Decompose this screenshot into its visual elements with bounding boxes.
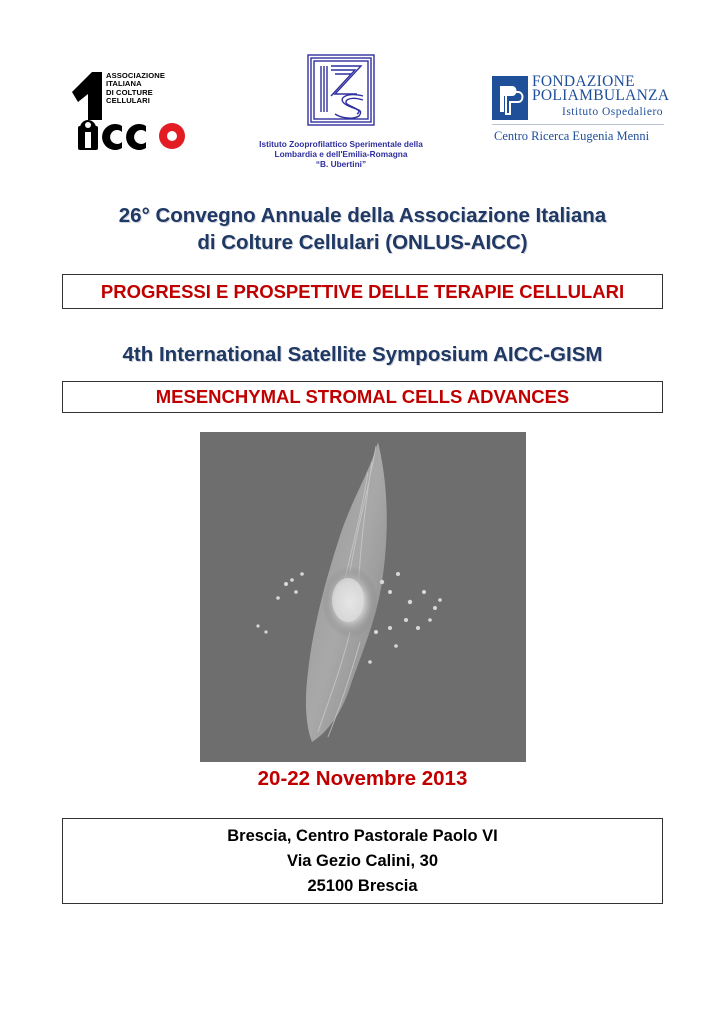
aicc-line: ASSOCIAZIONE [106, 71, 166, 80]
theme-text: PROGRESSI E PROSPETTIVE DELLE TERAPIE CELLULARI [100, 281, 625, 302]
conference-title-line: 26° Convegno Annuale della Associazione Italiana [118, 204, 607, 227]
aicc-line: DI COLTURE [106, 87, 153, 97]
poliambulanza-divider [492, 124, 664, 125]
conference-title [0, 202, 725, 256]
theme-box [62, 274, 663, 309]
conference-title-line: di Colture Cellulari (ONLUS-AICC) [197, 231, 528, 254]
aicc-line: ITALIANA [106, 79, 142, 89]
izs-line: “B. Ubertini” [315, 159, 367, 169]
cell-micrograph [200, 432, 526, 762]
izs-logo [233, 54, 449, 179]
venue-box [62, 818, 663, 904]
symposium-theme-box [62, 381, 663, 413]
poliambulanza-title-line: FONDAZIONE [532, 73, 635, 90]
izs-logo-icon [307, 54, 375, 126]
venue-line: 25100 Brescia [307, 877, 418, 895]
aicc-logo [68, 70, 193, 155]
conference-dates: 20-22 Novembre 2013 [257, 767, 468, 790]
poliambulanza-logo-icon [492, 76, 528, 120]
symposium-theme-text: MESENCHYMAL STROMAL CELLS ADVANCES [155, 386, 570, 407]
izs-line: Istituto Zooprofilattico Sperimentale della [259, 139, 423, 149]
izs-line: Lombardia e dell'Emilia-Romagna [274, 149, 408, 159]
venue-line: Brescia, Centro Pastorale Paolo VI [227, 827, 498, 845]
poliambulanza-logo [492, 72, 670, 154]
symposium-title-text: 4th International Satellite Symposium AICC-GISM [122, 343, 603, 366]
poliambulanza-centre: Centro Ricerca Eugenia Menni [494, 129, 650, 143]
poliambulanza-subtitle: Istituto Ospedaliero [562, 106, 664, 118]
symposium-title [0, 341, 725, 368]
venue-line: Via Gezio Calini, 30 [286, 852, 438, 870]
poliambulanza-title-line: POLIAMBULANZA [532, 87, 670, 104]
aicc-line: CELLULARI [106, 96, 150, 106]
cell-micrograph-image [200, 432, 526, 762]
